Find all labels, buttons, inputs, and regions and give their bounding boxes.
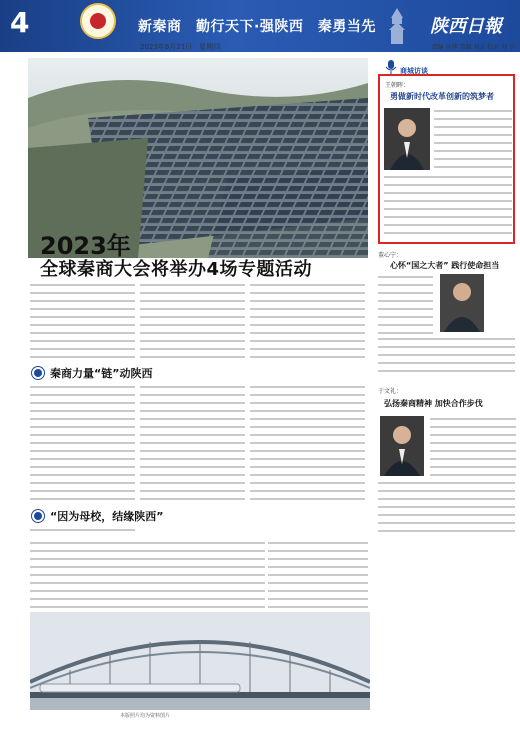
body-text-block (140, 384, 245, 502)
body-text-block (430, 416, 516, 476)
microphone-icon (385, 60, 397, 74)
headline-year: 2023年 (40, 232, 131, 260)
body-text-block (140, 282, 245, 362)
body-text-block (268, 540, 368, 610)
body-text-block (378, 336, 515, 374)
issue-date: 2023年8月21日 星期四 (140, 43, 221, 51)
interviewee-name: 王朝晖： (385, 82, 410, 89)
section-bullet-icon (32, 367, 44, 379)
interviewee-name: 于文礼： (378, 388, 403, 395)
pagoda-icon (382, 6, 412, 46)
body-text-block (30, 540, 150, 610)
interview-title: 勇做新时代改革创新的筑梦者 (390, 92, 494, 101)
portrait-photo (380, 416, 424, 476)
body-text-block (30, 527, 135, 537)
section-title: 秦商力量“链”动陕西 (50, 367, 153, 380)
page-number: 4 (10, 6, 30, 39)
emblem-icon (80, 3, 116, 39)
newspaper-brand: 陕西日報 (430, 16, 502, 37)
masthead-slogan: 新秦商 勤行天下·强陕西 秦勇当先 (138, 19, 376, 35)
editor-credits: 责编 孙博 美编 刘方 校对 刘 小 (431, 44, 515, 51)
interview-title: 心怀“国之大者” 践行使命担当 (390, 261, 500, 270)
body-text-block (250, 282, 365, 362)
headline-main: 全球秦商大会将举办4场专题活动 (40, 259, 313, 280)
body-text-block (30, 282, 135, 362)
photo-caption: 本版照片均为资料图片 (120, 713, 171, 719)
body-text-block (30, 384, 135, 502)
body-text-block (250, 384, 365, 502)
interviewee-name: 董心宁： (378, 252, 403, 259)
portrait-photo (384, 108, 430, 170)
body-text-block (378, 274, 433, 334)
body-text-block (378, 480, 515, 538)
section-bullet-icon (32, 510, 44, 522)
body-text-block (384, 174, 512, 240)
column-badge: 商城访谈 (400, 67, 428, 75)
portrait-photo (440, 274, 484, 332)
body-text-block (434, 108, 512, 170)
body-text-block (150, 540, 265, 610)
section-title: “因为母校，结缘陕西” (50, 510, 164, 523)
interview-title: 弘扬秦商精神 加快合作步伐 (384, 399, 483, 408)
bridge-photo (30, 612, 370, 710)
